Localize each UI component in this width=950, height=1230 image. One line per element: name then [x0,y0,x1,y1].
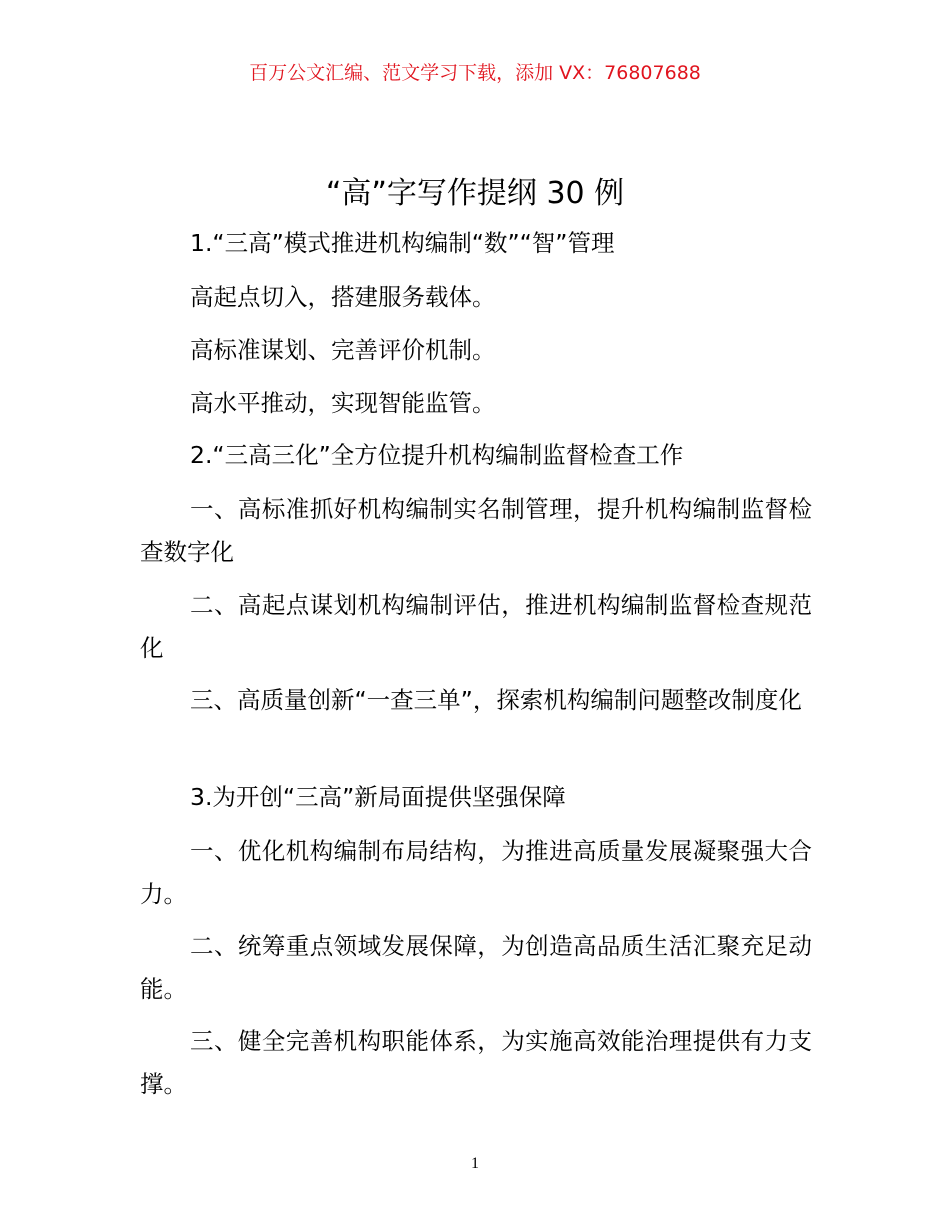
paragraph: 二、统筹重点领域发展保障，为创造高品质生活汇聚充足动能。 [140,932,812,1003]
document-title: “高”字写作提纲 30 例 [325,176,625,211]
paragraph: 一、优化机构编制布局结构，为推进高质量发展凝聚强大合力。 [140,837,812,908]
paragraph: 一、高标准抓好机构编制实名制管理，提升机构编制监督检查数字化 [140,495,812,566]
page-number: 1 [471,1155,479,1172]
paragraph: 二、高起点谋划机构编制评估，推进机构编制监督检查规范化 [140,591,812,662]
paragraph: 三、高质量创新“一查三单”，探索机构编制问题整改制度化 [190,686,802,714]
heading-2: 2.“三高三化”全方位提升机构编制监督检查工作 [190,441,684,469]
paragraph: 高水平推动，实现智能监管。 [190,389,496,417]
paragraph: 高标准谋划、完善评价机制。 [190,336,496,364]
heading-3: 3.为开创“三高”新局面提供坚强保障 [190,783,566,811]
paragraph: 三、健全完善机构职能体系，为实施高效能治理提供有力支撑。 [140,1027,812,1098]
header-banner: 百万公文汇编、范文学习下载，添加 VX：76807688 [249,62,701,84]
heading-1: 1.“三高”模式推进机构编制“数”“智”管理 [190,229,615,257]
paragraph: 高起点切入，搭建服务载体。 [190,283,496,311]
